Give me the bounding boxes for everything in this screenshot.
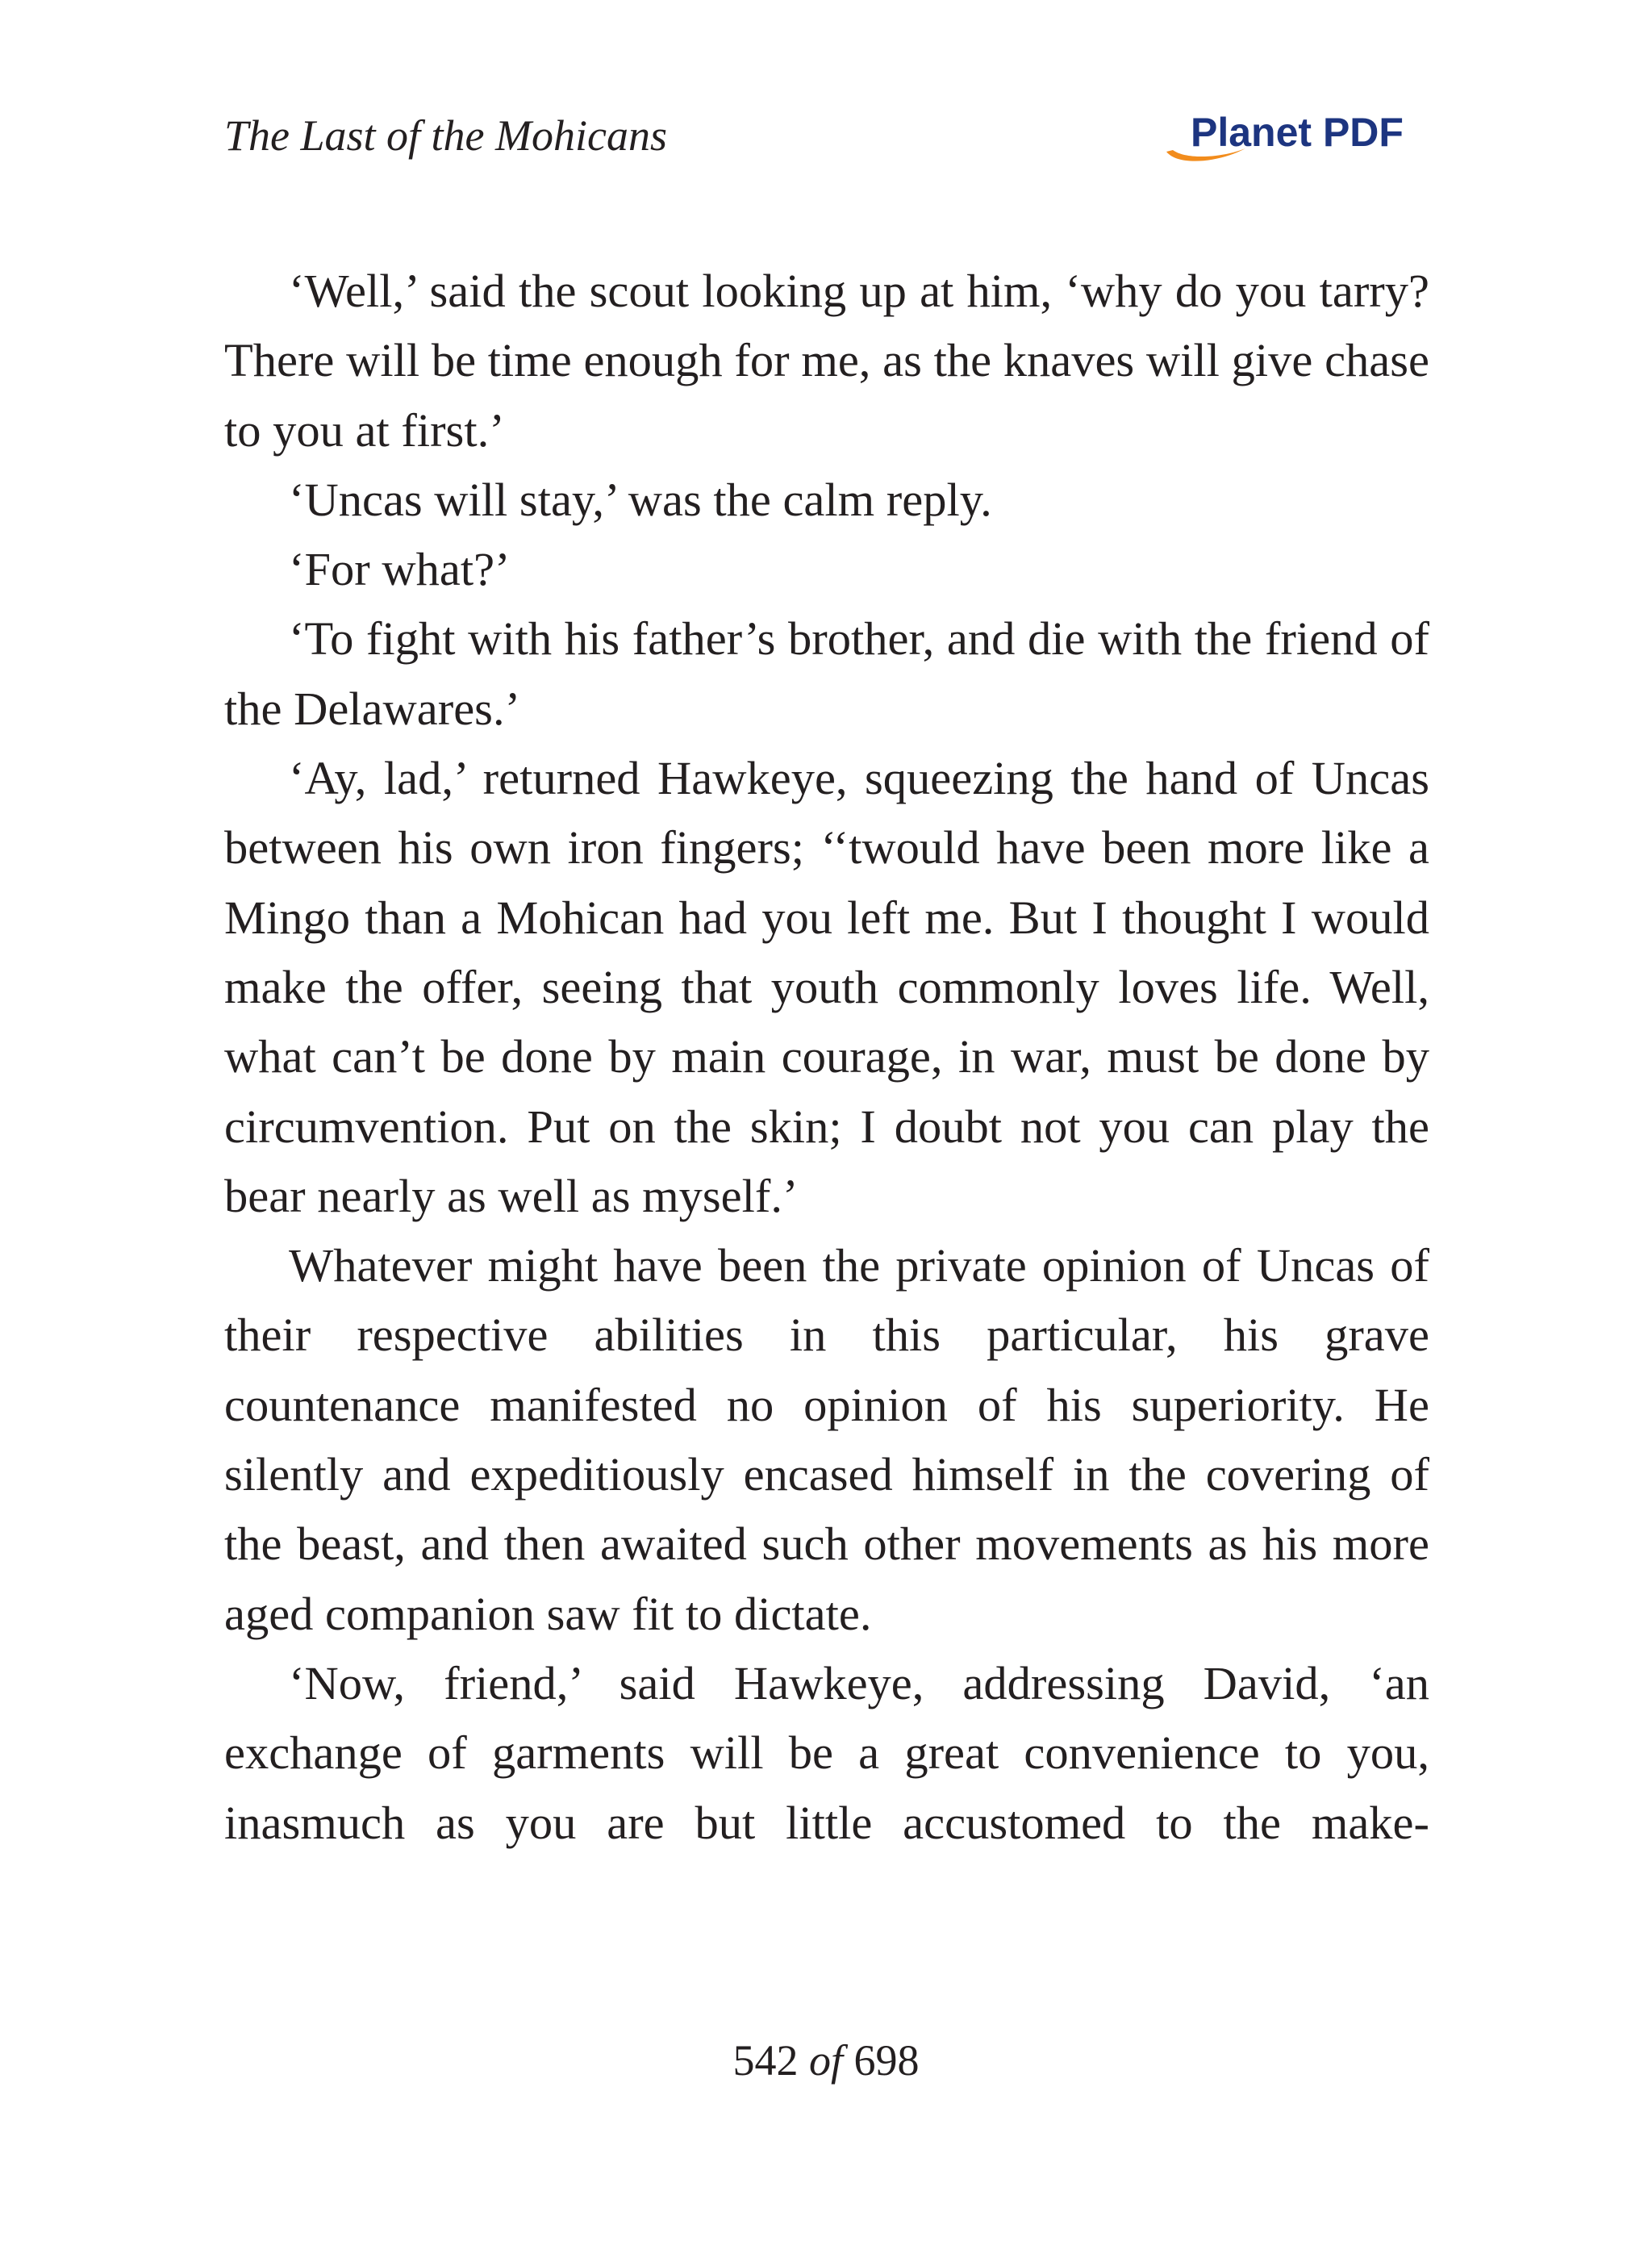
logo-text: Planet PDF: [1191, 110, 1404, 155]
paragraph: Whatever might have been the private opinion of Uncas of their respective abilities in this particular, his grave countenance manifested no opinion of his superiority. He silently and expeditiously encased himself in the covering of the beast, and then awaited such other movements as his more aged companion saw fit to dictate.: [224, 1239, 1429, 1640]
of-label: of: [808, 2036, 843, 2085]
body-text: [224, 257, 1429, 1858]
page-number-footer: [0, 2028, 1652, 2093]
running-title: The Last of the Mohicans: [224, 111, 667, 160]
paragraph: ‘Now, friend,’ said Hawkeye, addressing David, ‘an exchange of garments will be a great convenience to you, inasmuch as you are but little accustomed to the make-: [224, 1656, 1429, 1849]
paragraph: ‘Ay, lad,’ returned Hawkeye, squeezing the hand of Uncas between his own iron fingers; ‘‘twould have been more like a Mingo than a Mohican had you left me. But I thought I would make the offer, seeing that youth commonly loves life. Well, what can’t be done by main courage, in war, must be done by circumvention. Put on the skin; I doubt not you can play the bear nearly as well as myself.’: [224, 752, 1429, 1222]
paragraph: ‘Uncas will stay,’ was the calm reply.: [289, 473, 992, 526]
total-pages: 698: [853, 2036, 920, 2085]
paragraph: ‘Well,’ said the scout looking up at him, ‘why do you tarry? There will be time enough for me, as the knaves will give chase to you at first.’: [224, 265, 1429, 457]
current-page-number: 542: [732, 2036, 799, 2085]
paragraph: ‘For what?’: [289, 543, 511, 596]
paragraph: ‘To fight with his father’s brother, and die with the friend of the Delawares.’: [224, 612, 1429, 735]
planet-pdf-logo: [1162, 103, 1428, 168]
